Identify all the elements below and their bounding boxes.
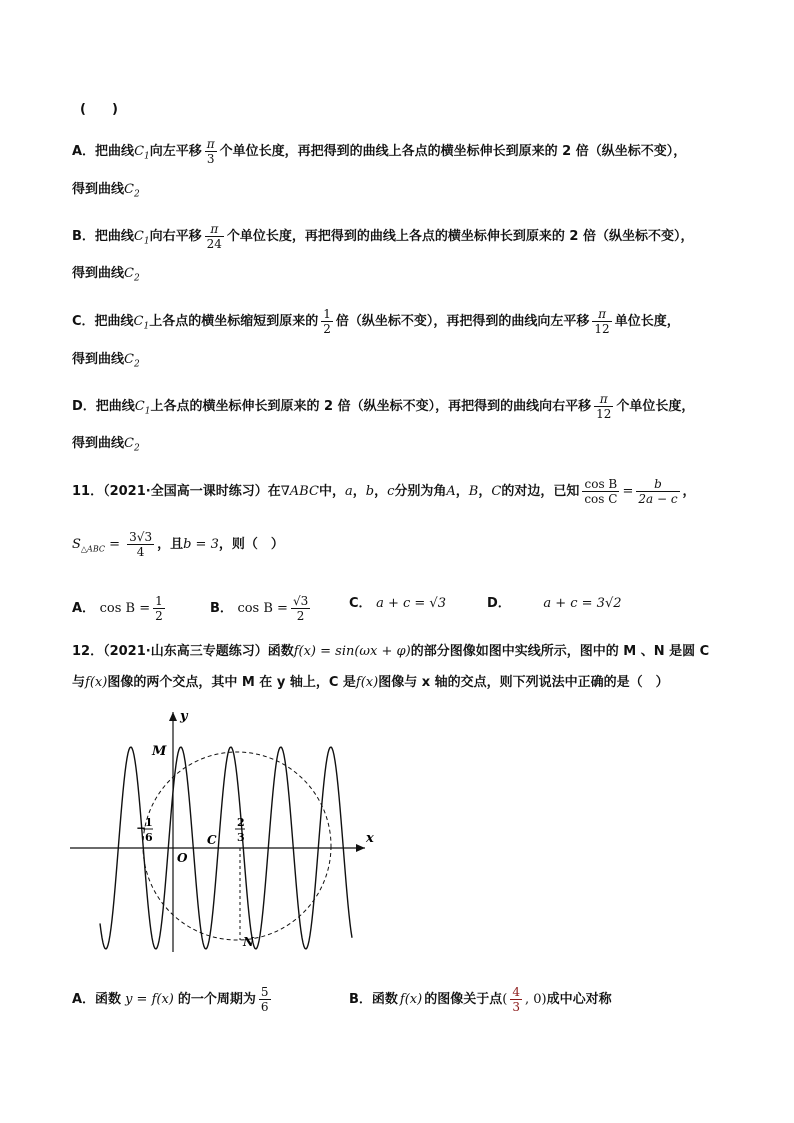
q11-option-b [210,594,313,623]
fraction-b-over-2a-c: $\frac{b}{2a - c}$ [638,477,678,506]
q12-source: 12．（2021·山东高三专题练习）函数 [72,644,294,659]
q11-line1: 11．（2021·全国高一课时练习）在∇ABC中，a，b，c分别为角A，B，C的对边，已知 $\frac{\text{cos B}}{\text{cos C}}$ = $\frac{b}{2a - c}$ ， [72,477,696,506]
option-a-text: 的一个周期为 [177,992,256,1007]
q10-answer-paren [80,100,118,120]
q12-text: 的部分图像如图中实线所示，图中的 M 、N 是圆 C [410,644,710,659]
fraction-sqrt3-over-2: $\frac{√3}{2}$ [292,594,309,623]
q11-option-d [487,594,622,614]
option-d-text-4: 得到曲线 [72,436,125,451]
curve-c2: $C_2$ [124,266,140,284]
equals-sign: = [622,484,634,499]
point-m-label: M [152,744,167,759]
option-b-text-2: 向右平移 [149,229,202,244]
y-axis-arrow [169,712,177,721]
option-formula: cos B = [237,601,288,616]
option-formula: cos B = [99,601,151,616]
fraction-3sqrt3-over-4: $\frac{3√3}{4}$ [129,530,153,559]
fraction-one-half: $\frac{1}{2}$ [323,307,331,336]
origin-label: O [177,851,188,865]
tick-neg-sign: − [136,821,147,835]
option-a-text-4: 得到曲线 [72,182,125,197]
q11-text: 中， [318,484,345,499]
option-b-text: 成中心对称 [546,992,612,1007]
option-label: C． [349,596,372,611]
curve-c2: $C_2$ [124,182,140,200]
option-b-text-3: 个单位长度，再把得到的曲线上各点的横坐标伸长到原来的 2 倍（纵坐标不变）， [226,229,694,244]
q12-option-a [72,985,274,1014]
function-definition: f(x) = sin(ωx + φ) [293,644,411,659]
x-axis-label: x [366,831,374,846]
x-axis-arrow [356,844,365,852]
fraction-pi-over-12: $\frac{\pi}{12}$ [594,307,610,336]
function-fx: f(x) [399,992,423,1007]
function-fx: f(x) [355,675,379,690]
fraction-pi-over-24: $\frac{\pi}{24}$ [206,222,222,251]
q11-option-c [349,594,446,614]
option-formula: a + c = √3 [376,596,446,611]
var-a: a [344,484,353,499]
option-c-text-5: 得到曲线 [72,352,125,367]
equals-sign: = [104,537,125,552]
option-c-text-1: C．把曲线 [72,314,134,329]
q10-option-a-line1 [72,137,686,167]
angle-a: A [446,484,456,499]
option-formula: a + c = 3√2 [543,596,622,611]
point-n-label: N [243,935,254,949]
point-c-label: C [207,833,217,847]
q12-option-b [349,985,612,1014]
q10-option-d-line1 [72,392,694,422]
y-axis-label: y [180,709,188,724]
tick-label-1-6-num: 1 [145,816,153,829]
angle-b: B [468,484,479,499]
option-b-text-1: B．把曲线 [72,229,134,244]
option-d-text-3: 个单位长度， [616,399,695,414]
q11-text: ，则（ ） [218,537,284,552]
option-a-text-3: 个单位长度，再把得到的曲线上各点的横坐标伸长到原来的 2 倍（纵坐标不变）， [219,144,687,159]
option-c-text-3: 倍（纵坐标不变），再把得到的曲线向左平移 [335,314,590,329]
q11-text: 的对边，已知 [501,484,580,499]
curve-c1: $C_1$ [134,399,151,417]
q10-option-c-line2 [72,350,140,375]
curve-c2: $C_2$ [124,352,140,370]
fraction-4-over-3: $\frac{4}{3}$ [512,985,520,1014]
q12-text: 图像与 x 轴的交点，则下列说法中正确的是（ ） [378,675,669,690]
q12-text: 与 [72,675,86,690]
option-label: D． [487,596,511,611]
tick-label-1-6-den: 6 [145,831,153,844]
option-label: A． [72,601,96,616]
option-label: B． [210,601,233,616]
function-graph [60,702,380,962]
option-d-text-2: 上各点的横坐标伸长到原来的 2 倍（纵坐标不变），再把得到的曲线向右平移 [150,399,592,414]
area-symbol: $S_{\triangle ABC}$ [72,537,105,554]
q11-line2 [72,530,284,560]
var-b: b [365,484,375,499]
q12-line2 [72,673,669,693]
curve-c2: $C_2$ [124,436,140,454]
option-b-text-4: 得到曲线 [72,266,125,281]
tick-label-2-3-den: 3 [237,831,245,844]
q11-text: 分别为角 [394,484,447,499]
var-c: c [387,484,395,499]
q12-line1 [72,642,709,662]
option-a-text-1: A．把曲线 [72,144,135,159]
fraction-one-half: $\frac{1}{2}$ [155,594,163,623]
point-paren: , 0) [524,992,547,1007]
curve-c1: $C_1$ [133,229,150,247]
triangle-abc: ∇ABC [280,484,319,499]
point-paren: ( [502,992,508,1007]
option-c-text-2: 上各点的横坐标缩短到原来的 [149,314,319,329]
q10-option-d-line2 [72,434,140,459]
curve-c1: $C_1$ [134,144,150,162]
b-equals-3: b = 3 [183,537,219,552]
q12-text: 图像的两个交点，其中 M 在 y 轴上，C 是 [107,675,356,690]
function-fx: f(x) [85,675,108,690]
option-b-text: B．函数 [349,992,398,1007]
fraction-pi-over-3: $\frac{\pi}{3}$ [206,137,215,166]
q11-comma: ， [682,484,696,499]
q10-option-a-line2 [72,180,140,205]
function-y-fx: y = f(x) [125,992,174,1007]
option-d-text-1: D．把曲线 [72,399,135,414]
q10-option-b-line2 [72,264,140,289]
angle-c: C [491,484,502,499]
option-b-text: 的图像关于点 [424,992,503,1007]
q11-source: 11．（2021·全国高一课时练习）在 [72,484,281,499]
curve-c1: $C_1$ [133,314,150,332]
option-c-text-4: 单位长度， [614,314,680,329]
tick-label-2-3-num: 2 [237,816,245,829]
q10-option-b-line1 [72,222,694,252]
q10-option-c-line1 [72,307,680,337]
option-a-text-2: 向左平移 [149,144,202,159]
q11-option-a [72,594,168,623]
fraction-5-over-6: $\frac{5}{6}$ [260,985,269,1014]
q11-text: ，且 [157,537,184,552]
answer-paren-text: ( ) [80,102,118,117]
fraction-pi-over-12: $\frac{\pi}{12}$ [596,392,612,421]
fraction-cosb-cosc: $\frac{\text{cos B}}{\text{cos C}}$ [584,477,618,506]
option-a-text: A．函数 [72,992,122,1007]
